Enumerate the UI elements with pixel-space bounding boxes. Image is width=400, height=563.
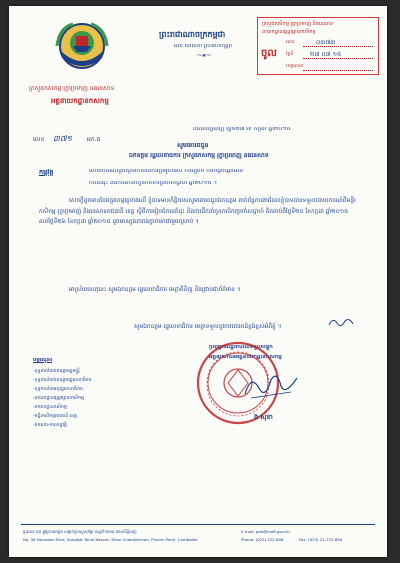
stamp-number-label: លេខ <box>286 40 295 45</box>
cc-item: -ខុទ្ទកាល័យឯកឧត្តមរដ្ឋមន្ត្រី <box>33 369 80 374</box>
signature-title-2: អគ្គនាយកនៃអគ្គនាយកដ្ឋានកសិកម្ម <box>209 355 282 360</box>
national-motto: ជាតិ សាសនា ព្រះមហាក្សត្រ <box>174 44 232 49</box>
cc-item: -នាយកដ្ឋានកសិកម្ម <box>33 405 67 410</box>
recipient-salutation: សូមគោរពជូន <box>177 143 209 149</box>
motto-ornament: ⁓❀⁓ <box>197 54 212 59</box>
reference-suffix: អក.ផ <box>87 137 101 143</box>
footer-fax: Fax: (023) 21-722 690 <box>299 537 343 542</box>
footer-email: E-mail: gda@maff.gov.kh <box>241 529 290 534</box>
footer-address-en: No. 56 Norodom Blvd, Sangkat Tonle Bassac, Khan Chamkarmon, Phnom Penh, Cambodia <box>23 537 198 542</box>
cc-item: -មន្ទីរកសិកម្មរាជធានី ខេត្ត <box>33 414 77 419</box>
footer-divider <box>21 524 375 525</box>
director-signature <box>241 368 301 404</box>
footer-phone: Phone: (023) 722 896 <box>241 537 284 542</box>
date-line: រាជធានីភ្នំពេញ ថ្ងៃទី២៧ ខែ កក្កដា ឆ្នាំ២០១៥ <box>193 127 291 132</box>
cc-item: -ឯកសារ-កាលប្បវត្តិ <box>33 423 67 428</box>
footer-address-km: ផ្ទះលេខ ៥៦ ផ្លូវព្រះនរោត្តម សង្កាត់ទួលស្វាយព្រៃ ខណ្ឌចំការមន រាជធានីភ្នំពេញ <box>23 529 137 534</box>
subject-line-2: ការដាំដុះ និងការដឹកនាំកូនកសិករប្រចាំសប្តាហ៍ ឆ្នាំ២០១៥ ។ <box>89 181 218 186</box>
signature-name: ងី សុខា <box>254 414 273 421</box>
reference-label: លេខ <box>33 137 45 143</box>
stamp-date-label: ថ្ងៃទី <box>286 52 294 57</box>
cc-item: -នាយកដ្ឋានផ្សព្វផ្សាយកសិកម្ម <box>33 396 84 401</box>
recipient-name: ឯកឧត្តម រដ្ឋលេខាធិការ ក្រសួងកសិកម្ម រុក្ខាប្រមាញ់ និងនេសាទ <box>129 153 269 159</box>
letter-page <box>9 6 387 557</box>
stamp-title: ក្រសួងកសិកម្ម រុក្ខាប្រមាញ់ និងនេសាទ <box>262 21 334 27</box>
cc-item: -ខុទ្ទកាល័យអនុរដ្ឋលេខាធិការ <box>33 387 83 392</box>
stamp-subtitle: នាយកដ្ឋានផ្សព្វផ្សាយកសិកម្ម <box>262 29 316 35</box>
stamp-side-label: ចូល <box>261 48 277 59</box>
reference-number: ៣៧១ <box>53 135 73 143</box>
cc-heading: ចម្លងជូន៖ <box>33 358 53 363</box>
body-paragraph-2: អាស្រ័យហេតុនេះ សូមឯកឧត្តម រដ្ឋលេខាធិការ មេត្តាពិនិត្យ និងជ្រាបជាព័ត៌មាន ។ <box>69 287 241 293</box>
ministry-emblem-logo <box>53 18 111 74</box>
province-office-title: ក្រសួងកសិកម្ម រុក្ខាប្រមាញ់ និងនេសាទ <box>29 86 115 92</box>
initial-scribble <box>327 315 355 329</box>
cc-item: -ខុទ្ទកាល័យឯកឧត្តមរដ្ឋលេខាធិការ <box>33 378 92 383</box>
department-title: អគ្គនាយកដ្ឋានកសិកម្ម <box>51 98 109 105</box>
body-closing: សូមឯកឧត្តម រដ្ឋលេខាធិការ មេត្តាទទួលនូវការគោរពដ៏ខ្ពង់ខ្ពស់អំពីខ្ញុំ ។ <box>134 324 282 330</box>
stamp-receiver-label: ហត្ថលេខា <box>286 64 304 69</box>
subject-label: កម្មវត្ថុ <box>39 169 54 176</box>
stamp-number-value: ០៣៧៣ <box>316 39 336 46</box>
body-paragraph-1: សេចក្តីដូចមានចែងក្នុងកម្មវត្ថុខាងលើ ខ្ញុំបាទមានកិត្តិយសសូមគោរពជូនឯកឧត្តម ពាក់ព័ន្ធការងារដែលខ្ញុំបាទបានទទួលរបាយការណ៍ពីមន្ទីរកសិកម្ម រុក្ខាប្រមាញ់ និងនេសាទរាជធានី ខេត្ត ស្តីពីការរៀបចំការដាំដុះ និងការដឹកនាំកូនកសិករប្រចាំសប្តាហ៍ គិតចាប់ពីថ្ងៃទី២០ ខែកក្កដា ឆ្នាំ២០១៥ ដល់ថ្ងៃទី២៦ ខែកក្កដា ឆ្នាំ២០១៥ ដូចមានក្នុងតារាងភ្ជាប់មកជាមួយស្រាប់ ។ <box>39 198 356 225</box>
stamp-date-value: ២៧ ០៧ ១៥ <box>310 51 342 58</box>
received-stamp <box>257 17 379 75</box>
kingdom-title: ព្រះរាជាណាចក្រកម្ពុជា <box>159 31 226 39</box>
subject-line-1: ពោយការណ៍ស្តីពីស្ថានភាពនៃការប្រមូលផល ការរៀបចំ ការបង្កបង្កើនផល <box>89 169 244 174</box>
signature-title-1: ប្រតិភូរាជរដ្ឋាភិបាលទទួលបន្ទុក <box>209 345 273 350</box>
